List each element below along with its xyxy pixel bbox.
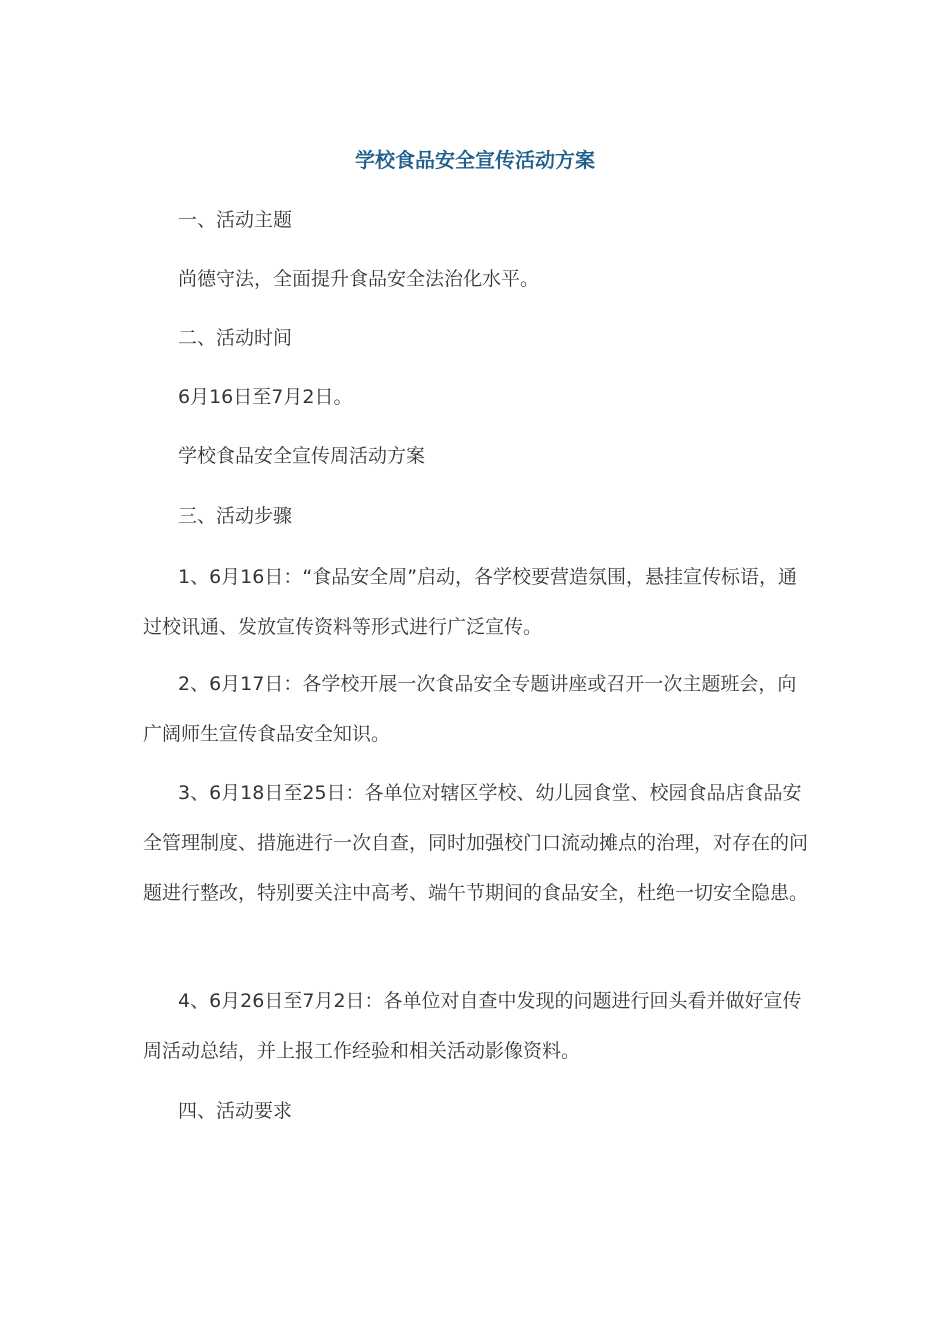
paragraph-step-3: 3、6月18日至25日：各单位对辖区学校、幼儿园食堂、校园食品店食品安全管理制度、措施进行一次自查，同时加强校门口流动摊点的治理，对存在的问题进行整改，特别要关注中高考、端午节期间的食品安全，杜绝一切安全隐患。 [143,782,809,904]
section-heading-requirements: 四、活动要求 [178,1100,293,1122]
section-heading-time: 二、活动时间 [178,327,293,349]
paragraph-step-2: 2、6月17日：各学校开展一次食品安全专题讲座或召开一次主题班会，向广阔师生宣传食品安全知识。 [143,673,797,745]
section-heading-steps: 三、活动步骤 [178,505,293,527]
paragraph-subtitle: 学校食品安全宣传周活动方案 [178,445,426,467]
section-heading-theme: 一、活动主题 [178,209,293,231]
paragraph-step-4: 4、6月26日至7月2日：各单位对自查中发现的问题进行回头看并做好宣传周活动总结，并上报工作经验和相关活动影像资料。 [143,990,802,1062]
paragraph-time: 6月16日至7月2日。 [178,386,353,408]
document-title: 学校食品安全宣传活动方案 [355,148,595,172]
paragraph-step-1: 1、6月16日：“食品安全周”启动，各学校要营造氛围，悬挂宣传标语，通过校讯通、发放宣传资料等形式进行广泛宣传。 [143,566,798,638]
paragraph-theme: 尚德守法，全面提升食品安全法治化水平。 [178,268,540,290]
